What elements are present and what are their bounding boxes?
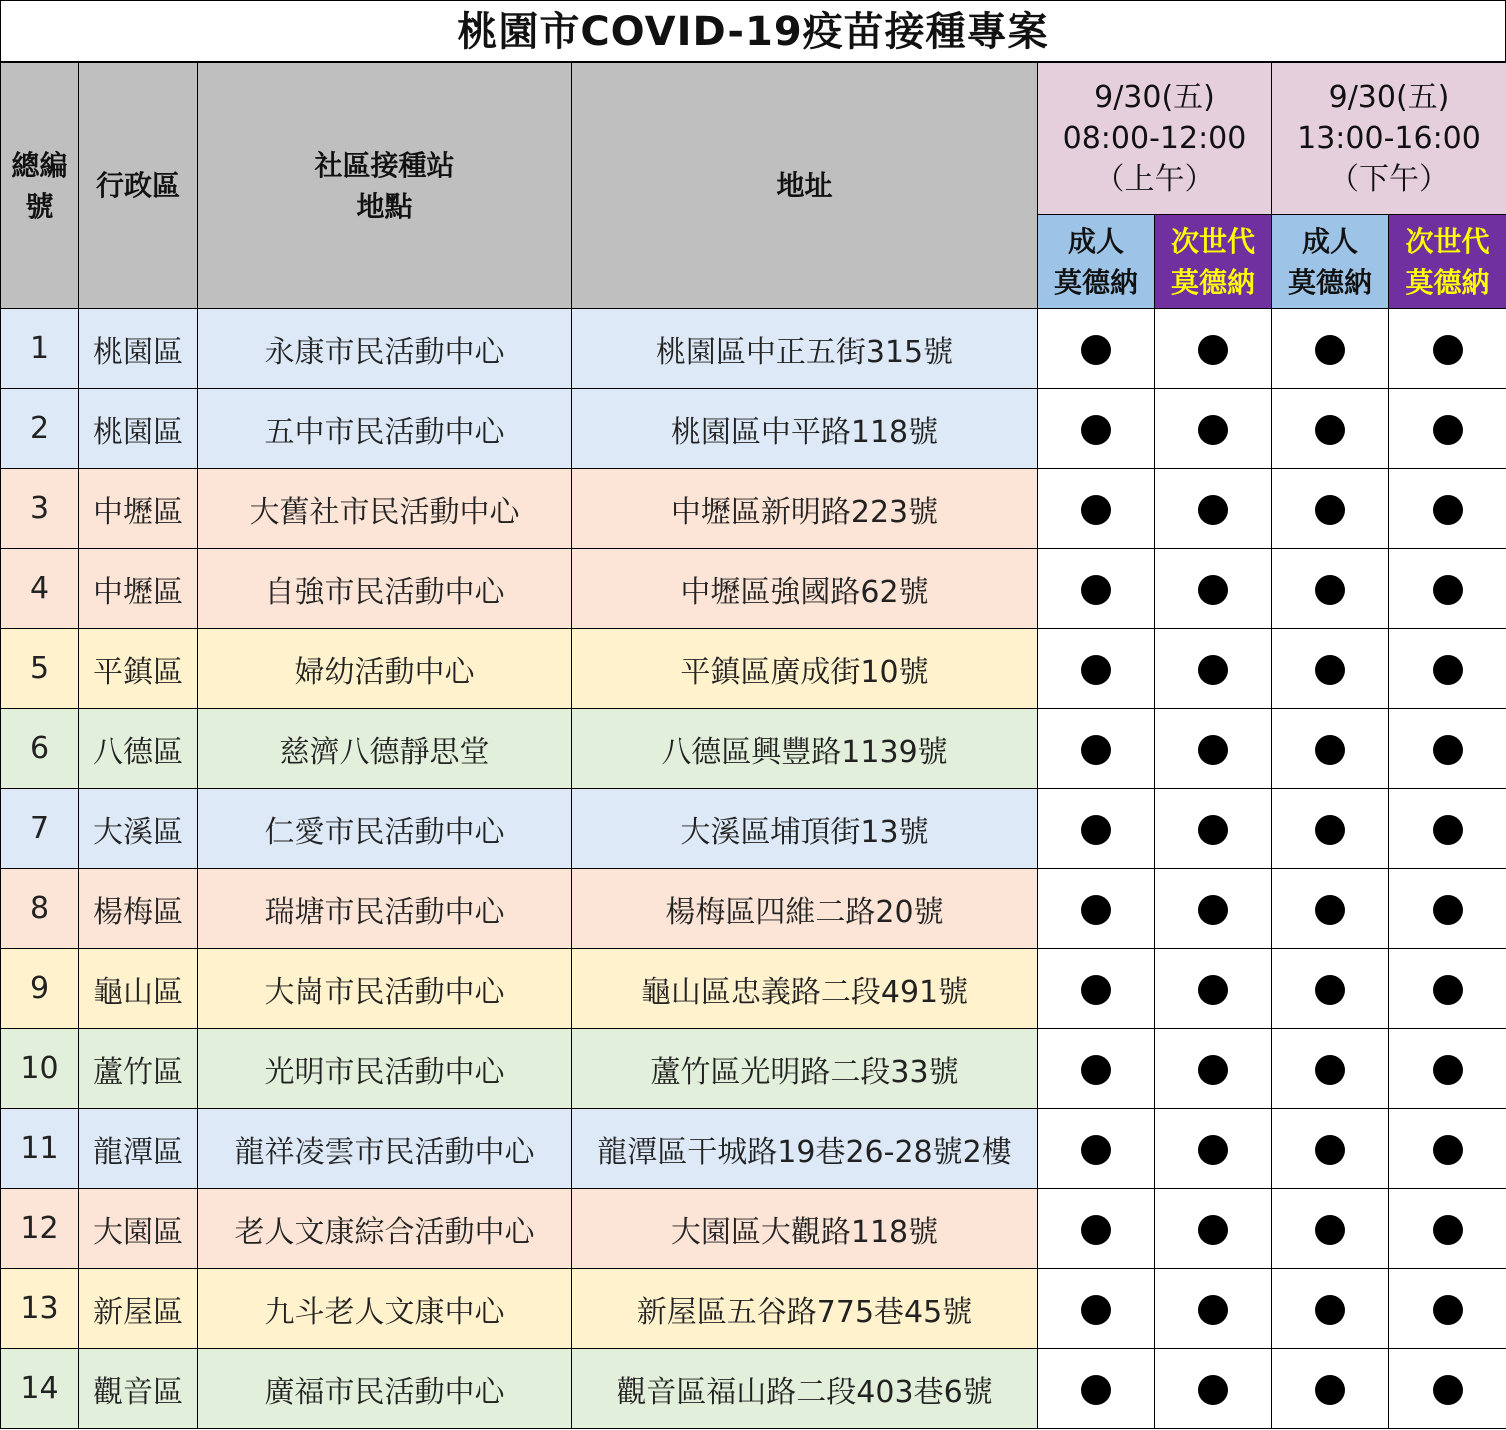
header-text: 莫德納 <box>1053 265 1138 299</box>
header-text: 地點 <box>356 189 413 223</box>
cell-next-gen-moderna-pm <box>1389 1029 1506 1109</box>
header-text: 行政區 <box>95 169 180 202</box>
cell-site: 老人文康綜合活動中心 <box>198 1189 572 1269</box>
cell-next-gen-moderna-am <box>1155 629 1272 709</box>
available-dot-icon <box>1315 655 1345 685</box>
cell-next-gen-moderna-am <box>1155 469 1272 549</box>
cell-address: 龍潭區干城路19巷26-28號2樓 <box>572 1109 1038 1189</box>
cell-adult-moderna-pm <box>1272 549 1389 629</box>
header-slot-afternoon <box>1272 63 1506 215</box>
cell-site: 龍祥凌雲市民活動中心 <box>198 1109 572 1189</box>
cell-address: 中壢區強國路62號 <box>572 549 1038 629</box>
cell-address: 觀音區福山路二段403巷6號 <box>572 1349 1038 1429</box>
table-body <box>1 309 1506 1429</box>
slot-date: 9/30(五) <box>1094 80 1215 115</box>
header-text: 莫德納 <box>1405 265 1490 299</box>
header-text: 次世代 <box>1405 224 1490 258</box>
available-dot-icon <box>1433 1215 1463 1245</box>
cell-adult-moderna-am <box>1038 549 1155 629</box>
page-title: 桃園市COVID-19疫苗接種專案 <box>0 0 1506 62</box>
available-dot-icon <box>1433 1295 1463 1325</box>
available-dot-icon <box>1198 655 1228 685</box>
cell-adult-moderna-pm <box>1272 1029 1389 1109</box>
cell-address: 龜山區忠義路二段491號 <box>572 949 1038 1029</box>
cell-next-gen-moderna-am <box>1155 309 1272 389</box>
cell-next-gen-moderna-pm <box>1389 949 1506 1029</box>
cell-next-gen-moderna-pm <box>1389 1109 1506 1189</box>
cell-next-gen-moderna-pm <box>1389 1349 1506 1429</box>
available-dot-icon <box>1081 1215 1111 1245</box>
available-dot-icon <box>1433 575 1463 605</box>
cell-adult-moderna-am <box>1038 709 1155 789</box>
available-dot-icon <box>1081 655 1111 685</box>
cell-site: 光明市民活動中心 <box>198 1029 572 1109</box>
header-site <box>198 63 572 309</box>
cell-adult-moderna-am <box>1038 1109 1155 1189</box>
cell-adult-moderna-pm <box>1272 869 1389 949</box>
cell-next-gen-moderna-am <box>1155 1269 1272 1349</box>
vaccination-site-table <box>0 62 1506 1429</box>
available-dot-icon <box>1198 1375 1228 1405</box>
available-dot-icon <box>1198 1295 1228 1325</box>
header-adult-moderna-am <box>1038 215 1155 309</box>
table-row <box>1 629 1506 709</box>
cell-adult-moderna-am <box>1038 629 1155 709</box>
header-serial-number <box>1 63 79 309</box>
cell-adult-moderna-pm <box>1272 1269 1389 1349</box>
header-slot-morning <box>1038 63 1272 215</box>
cell-serial-number: 4 <box>1 549 79 629</box>
cell-district: 觀音區 <box>79 1349 198 1429</box>
cell-serial-number: 3 <box>1 469 79 549</box>
cell-adult-moderna-pm <box>1272 629 1389 709</box>
available-dot-icon <box>1198 1135 1228 1165</box>
cell-adult-moderna-pm <box>1272 1349 1389 1429</box>
slot-date: 9/30(五) <box>1328 80 1450 115</box>
slot-time: 13:00-16:00 <box>1297 121 1481 156</box>
header-next-gen-moderna-am <box>1155 215 1272 309</box>
cell-serial-number: 5 <box>1 629 79 709</box>
available-dot-icon <box>1315 1375 1345 1405</box>
table-row <box>1 469 1506 549</box>
cell-site: 廣福市民活動中心 <box>198 1349 572 1429</box>
slot-time: 08:00-12:00 <box>1062 121 1247 156</box>
cell-adult-moderna-pm <box>1272 309 1389 389</box>
cell-adult-moderna-am <box>1038 469 1155 549</box>
cell-adult-moderna-am <box>1038 789 1155 869</box>
available-dot-icon <box>1198 1215 1228 1245</box>
available-dot-icon <box>1315 975 1345 1005</box>
available-dot-icon <box>1081 1135 1111 1165</box>
available-dot-icon <box>1081 495 1111 525</box>
header-text: 社區接種站 <box>314 148 455 182</box>
cell-address: 桃園區中正五街315號 <box>572 309 1038 389</box>
available-dot-icon <box>1315 1135 1345 1165</box>
cell-district: 八德區 <box>79 709 198 789</box>
available-dot-icon <box>1081 735 1111 765</box>
cell-next-gen-moderna-pm <box>1389 709 1506 789</box>
cell-serial-number: 6 <box>1 709 79 789</box>
cell-next-gen-moderna-am <box>1155 389 1272 469</box>
cell-site: 仁愛市民活動中心 <box>198 789 572 869</box>
cell-district: 桃園區 <box>79 389 198 469</box>
available-dot-icon <box>1433 1375 1463 1405</box>
cell-adult-moderna-pm <box>1272 1189 1389 1269</box>
cell-adult-moderna-am <box>1038 1029 1155 1109</box>
cell-district: 新屋區 <box>79 1269 198 1349</box>
cell-address: 楊梅區四維二路20號 <box>572 869 1038 949</box>
available-dot-icon <box>1081 335 1111 365</box>
cell-address: 中壢區新明路223號 <box>572 469 1038 549</box>
cell-site: 慈濟八德靜思堂 <box>198 709 572 789</box>
cell-address: 蘆竹區光明路二段33號 <box>572 1029 1038 1109</box>
cell-next-gen-moderna-pm <box>1389 1269 1506 1349</box>
cell-adult-moderna-pm <box>1272 469 1389 549</box>
table-row <box>1 1349 1506 1429</box>
available-dot-icon <box>1433 895 1463 925</box>
available-dot-icon <box>1315 335 1345 365</box>
available-dot-icon <box>1433 655 1463 685</box>
cell-district: 中壢區 <box>79 549 198 629</box>
cell-site: 五中市民活動中心 <box>198 389 572 469</box>
cell-serial-number: 10 <box>1 1029 79 1109</box>
cell-next-gen-moderna-am <box>1155 549 1272 629</box>
cell-address: 平鎮區廣成街10號 <box>572 629 1038 709</box>
cell-address: 桃園區中平路118號 <box>572 389 1038 469</box>
table-row <box>1 389 1506 469</box>
cell-next-gen-moderna-pm <box>1389 1189 1506 1269</box>
available-dot-icon <box>1081 815 1111 845</box>
cell-next-gen-moderna-am <box>1155 1029 1272 1109</box>
available-dot-icon <box>1081 975 1111 1005</box>
available-dot-icon <box>1081 1055 1111 1085</box>
header-text: 次世代 <box>1170 224 1255 258</box>
cell-next-gen-moderna-pm <box>1389 469 1506 549</box>
cell-adult-moderna-am <box>1038 949 1155 1029</box>
header-text: 成人 <box>1067 224 1124 258</box>
cell-adult-moderna-am <box>1038 309 1155 389</box>
available-dot-icon <box>1198 735 1228 765</box>
cell-serial-number: 12 <box>1 1189 79 1269</box>
cell-next-gen-moderna-am <box>1155 789 1272 869</box>
header-text: 總編 <box>11 148 68 182</box>
cell-adult-moderna-am <box>1038 389 1155 469</box>
available-dot-icon <box>1433 335 1463 365</box>
cell-site: 大崗市民活動中心 <box>198 949 572 1029</box>
slot-period: （上午） <box>1094 162 1215 197</box>
available-dot-icon <box>1315 415 1345 445</box>
cell-site: 自強市民活動中心 <box>198 549 572 629</box>
cell-district: 大溪區 <box>79 789 198 869</box>
cell-serial-number: 11 <box>1 1109 79 1189</box>
table-row <box>1 1189 1506 1269</box>
available-dot-icon <box>1198 495 1228 525</box>
cell-next-gen-moderna-am <box>1155 1109 1272 1189</box>
cell-serial-number: 8 <box>1 869 79 949</box>
header-address <box>572 63 1038 309</box>
available-dot-icon <box>1081 415 1111 445</box>
available-dot-icon <box>1198 975 1228 1005</box>
cell-district: 大園區 <box>79 1189 198 1269</box>
header-text: 號 <box>25 189 54 223</box>
header-adult-moderna-pm <box>1272 215 1389 309</box>
table-row <box>1 949 1506 1029</box>
available-dot-icon <box>1198 815 1228 845</box>
cell-serial-number: 9 <box>1 949 79 1029</box>
cell-site: 九斗老人文康中心 <box>198 1269 572 1349</box>
available-dot-icon <box>1315 1295 1345 1325</box>
table-row <box>1 309 1506 389</box>
cell-next-gen-moderna-pm <box>1389 309 1506 389</box>
header-text: 莫德納 <box>1170 265 1255 299</box>
header-district <box>79 63 198 309</box>
cell-adult-moderna-am <box>1038 1349 1155 1429</box>
cell-next-gen-moderna-am <box>1155 949 1272 1029</box>
cell-adult-moderna-am <box>1038 869 1155 949</box>
available-dot-icon <box>1433 975 1463 1005</box>
available-dot-icon <box>1198 1055 1228 1085</box>
cell-serial-number: 1 <box>1 309 79 389</box>
cell-next-gen-moderna-pm <box>1389 869 1506 949</box>
header-next-gen-moderna-pm <box>1389 215 1506 309</box>
cell-site: 瑞塘市民活動中心 <box>198 869 572 949</box>
available-dot-icon <box>1315 1055 1345 1085</box>
table-row <box>1 1109 1506 1189</box>
cell-next-gen-moderna-pm <box>1389 789 1506 869</box>
available-dot-icon <box>1433 1055 1463 1085</box>
cell-serial-number: 13 <box>1 1269 79 1349</box>
cell-district: 龜山區 <box>79 949 198 1029</box>
table-row <box>1 709 1506 789</box>
cell-serial-number: 14 <box>1 1349 79 1429</box>
cell-serial-number: 7 <box>1 789 79 869</box>
header-text: 成人 <box>1301 224 1358 258</box>
cell-adult-moderna-pm <box>1272 949 1389 1029</box>
cell-next-gen-moderna-am <box>1155 1189 1272 1269</box>
available-dot-icon <box>1433 495 1463 525</box>
cell-next-gen-moderna-pm <box>1389 389 1506 469</box>
available-dot-icon <box>1198 415 1228 445</box>
available-dot-icon <box>1315 895 1345 925</box>
cell-site: 大舊社市民活動中心 <box>198 469 572 549</box>
cell-serial-number: 2 <box>1 389 79 469</box>
available-dot-icon <box>1433 735 1463 765</box>
cell-adult-moderna-pm <box>1272 709 1389 789</box>
cell-district: 蘆竹區 <box>79 1029 198 1109</box>
available-dot-icon <box>1198 575 1228 605</box>
available-dot-icon <box>1198 335 1228 365</box>
header-text: 地址 <box>776 169 833 202</box>
table-row <box>1 1029 1506 1109</box>
table-row <box>1 789 1506 869</box>
available-dot-icon <box>1315 575 1345 605</box>
cell-adult-moderna-pm <box>1272 389 1389 469</box>
cell-next-gen-moderna-pm <box>1389 549 1506 629</box>
available-dot-icon <box>1315 1215 1345 1245</box>
available-dot-icon <box>1315 815 1345 845</box>
cell-address: 大溪區埔頂街13號 <box>572 789 1038 869</box>
table-row <box>1 1269 1506 1349</box>
cell-next-gen-moderna-pm <box>1389 629 1506 709</box>
cell-next-gen-moderna-am <box>1155 1349 1272 1429</box>
available-dot-icon <box>1081 895 1111 925</box>
table-row <box>1 549 1506 629</box>
available-dot-icon <box>1433 815 1463 845</box>
cell-adult-moderna-am <box>1038 1269 1155 1349</box>
cell-adult-moderna-am <box>1038 1189 1155 1269</box>
cell-next-gen-moderna-am <box>1155 869 1272 949</box>
cell-district: 桃園區 <box>79 309 198 389</box>
table-row <box>1 869 1506 949</box>
cell-address: 新屋區五谷路775巷45號 <box>572 1269 1038 1349</box>
cell-adult-moderna-pm <box>1272 789 1389 869</box>
cell-address: 八德區興豐路1139號 <box>572 709 1038 789</box>
cell-address: 大園區大觀路118號 <box>572 1189 1038 1269</box>
header-text: 莫德納 <box>1287 265 1372 299</box>
cell-district: 平鎮區 <box>79 629 198 709</box>
available-dot-icon <box>1081 1375 1111 1405</box>
available-dot-icon <box>1433 415 1463 445</box>
available-dot-icon <box>1315 495 1345 525</box>
cell-district: 楊梅區 <box>79 869 198 949</box>
cell-adult-moderna-pm <box>1272 1109 1389 1189</box>
cell-site: 永康市民活動中心 <box>198 309 572 389</box>
cell-next-gen-moderna-am <box>1155 709 1272 789</box>
cell-district: 龍潭區 <box>79 1109 198 1189</box>
slot-period: （下午） <box>1329 162 1449 197</box>
available-dot-icon <box>1081 575 1111 605</box>
available-dot-icon <box>1081 1295 1111 1325</box>
available-dot-icon <box>1433 1135 1463 1165</box>
cell-district: 中壢區 <box>79 469 198 549</box>
available-dot-icon <box>1315 735 1345 765</box>
cell-site: 婦幼活動中心 <box>198 629 572 709</box>
available-dot-icon <box>1198 895 1228 925</box>
